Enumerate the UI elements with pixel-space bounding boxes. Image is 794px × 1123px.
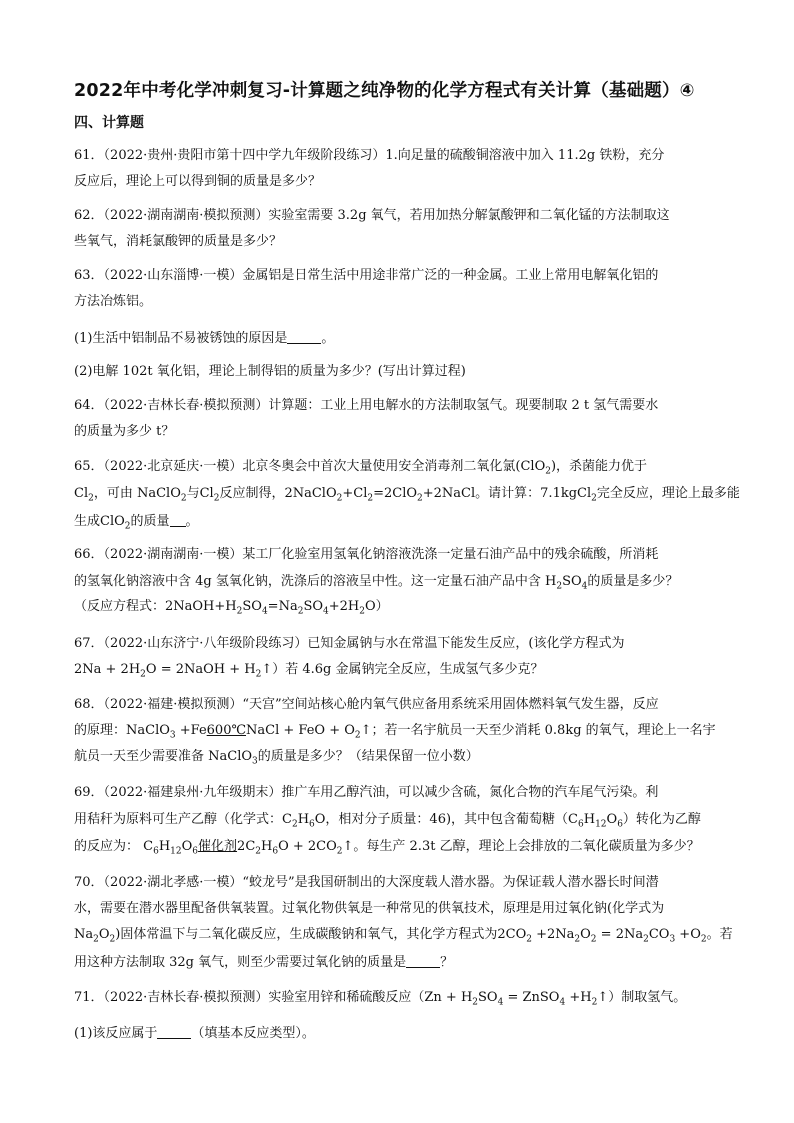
question-68-line-1: 68．（2022·福建·模拟预测）“天宫”空间站核心舱内氧气供应备用系统采用固体燃料氧气发生器，反应 <box>74 697 659 712</box>
answer-blank[interactable] <box>287 329 321 344</box>
question-65-line-1: 65．（2022·北京延庆·一模）北京冬奥会中首次大量使用安全消毒剂二氧化氯(ClO$_2$)，杀菌能力优于 <box>74 459 648 477</box>
question-61-line-1: 61．（2022·贵州·贵阳市第十四中学九年级阶段练习）1.向足量的硫酸铜溶液中加入 11.2g 铁粉，充分 <box>74 148 665 163</box>
question-70-line-2: 水，需要在潜水器里配备供氧装置。过氧化物供氧是一种常见的供氧技术，原理是用过氧化钠(化学式为 <box>74 901 665 916</box>
answer-blank[interactable] <box>170 512 186 527</box>
question-63-sub-1: (1)生活中铝制品不易被锈蚀的原因是 。 <box>74 331 335 346</box>
question-63-sub-2: (2)电解 102t 氧化铝，理论上制得铝的质量为多少？(写出计算过程) <box>74 364 466 379</box>
question-70-line-4: 用这种方法制取 32g 氧气，则至少需要过氧化钠的质量是 ？ <box>74 955 454 970</box>
question-64-line-1: 64．（2022·吉林长春·模拟预测）计算题：工业上用电解水的方法制取氢气。现要制取 2 t 氢气需要水 <box>74 398 659 413</box>
question-67-line-1: 67．（2022·山东济宁·八年级阶段练习）已知金属钠与水在常温下能发生反应，(该化学方程式为 <box>74 636 625 651</box>
question-70-line-1: 70．（2022·湖北孝感·一模）“蛟龙号”是我国研制出的大深度载人潜水器。为保证载人潜水器长时间潜 <box>74 875 659 890</box>
document-title: 2022年中考化学冲刺复习-计算题之纯净物的化学方程式有关计算（基础题）④ <box>74 81 695 101</box>
question-68-line-2: 的原理：NaClO$_3$ +Fe600℃NaCl + FeO + $O_2↑$；若一名宇航员一天至少消耗 0.8kg 的氧气，理论上一名宇 <box>74 723 716 741</box>
question-69-line-2: 用秸秆为原料可生产乙醇（化学式：$C_2H_6O$，相对分子质量：46)，其中包含葡萄糖$(C_6H_{12}O_6)$转化为乙醇 <box>74 812 701 830</box>
question-70-line-3: $Na_2O_2$)固体常温下与二氧化碳反应，生成碳酸钠和氧气，其化学方程式为$2CO_2 +2Na_2O_2 = 2Na_2CO_3 +O_2$。若 <box>74 927 733 945</box>
section-heading: 四、计算题 <box>74 115 144 131</box>
question-69-line-1: 69．（2022·福建泉州·九年级期末）推广车用乙醇汽油，可以减少含硫，氮化合物的汽车尾气污染。利 <box>74 785 659 800</box>
question-62-line-1: 62．（2022·湖南湖南·模拟预测）实验室需要 3.2g 氧气，若用加热分解氯酸钾和二氧化锰的方法制取这 <box>74 208 670 223</box>
question-66-line-3: （反应方程式：$2NaOH+H_2SO_4=Na_2SO_4+2H_2O$） <box>74 599 389 617</box>
question-64-line-2: 的质量为多少 t？ <box>74 424 175 439</box>
question-67-line-2: $2Na + 2H_2O$ = 2NaOH + $H_2↑$）若 4.6g 金属钠完全反应，生成氢气多少克？ <box>74 662 544 680</box>
answer-blank[interactable] <box>406 953 440 968</box>
question-65-line-3: 生成ClO$_2$的质量 。 <box>74 514 199 532</box>
question-66-line-2: 的氢氧化钠溶液中含 4g 氢氧化钠，洗涤后的溶液呈中性。这一定量石油产品中含 $H_2SO_4$的质量是多少？ <box>74 574 679 592</box>
answer-blank[interactable] <box>157 1024 191 1039</box>
question-65-line-2: $Cl_2$，可由 NaClO$_2$与$Cl_2$反应制得，$2NaClO_2+Cl_2=2ClO_2+2NaCl$。请计算：7.1kgCl$_2$完全反应，理论上最多能 <box>74 486 740 504</box>
question-71-sub-1: (1)该反应属于 （填基本反应类型）。 <box>74 1026 315 1041</box>
question-63-line-2: 方法冶炼铝。 <box>74 294 153 309</box>
question-63-line-1: 63．（2022·山东淄博·一模）金属铝是日常生活中用途非常广泛的一种金属。工业上常用电解氧化铝的 <box>74 268 659 283</box>
question-62-line-2: 些氧气，消耗氯酸钾的质量是多少？ <box>74 234 283 249</box>
question-68-line-3: 航员一天至少需要准备 NaClO$_3$的质量是多少？（结果保留一位小数） <box>74 749 479 767</box>
question-66-line-1: 66．（2022·湖南湖南·一模）某工厂化验室用氢氧化钠溶液洗涤一定量石油产品中的残余硫酸，所消耗 <box>74 547 659 562</box>
question-61-line-2: 反应后，理论上可以得到铜的质量是多少？ <box>74 174 322 189</box>
question-71-line-1: 71．（2022·吉林长春·模拟预测）实验室用锌和稀硫酸反应（$Zn + H_2SO_4$ = ZnSO$_4$ $+H_2↑$）制取氢气。 <box>74 990 687 1008</box>
question-69-line-3: 的反应为： $C_6H_{12}O_6$催化剂$2C_2H_6O$ + $2CO_2↑$。每生产 2.3t 乙醇，理论上会排放的二氧化碳质量为多少？ <box>74 839 700 857</box>
